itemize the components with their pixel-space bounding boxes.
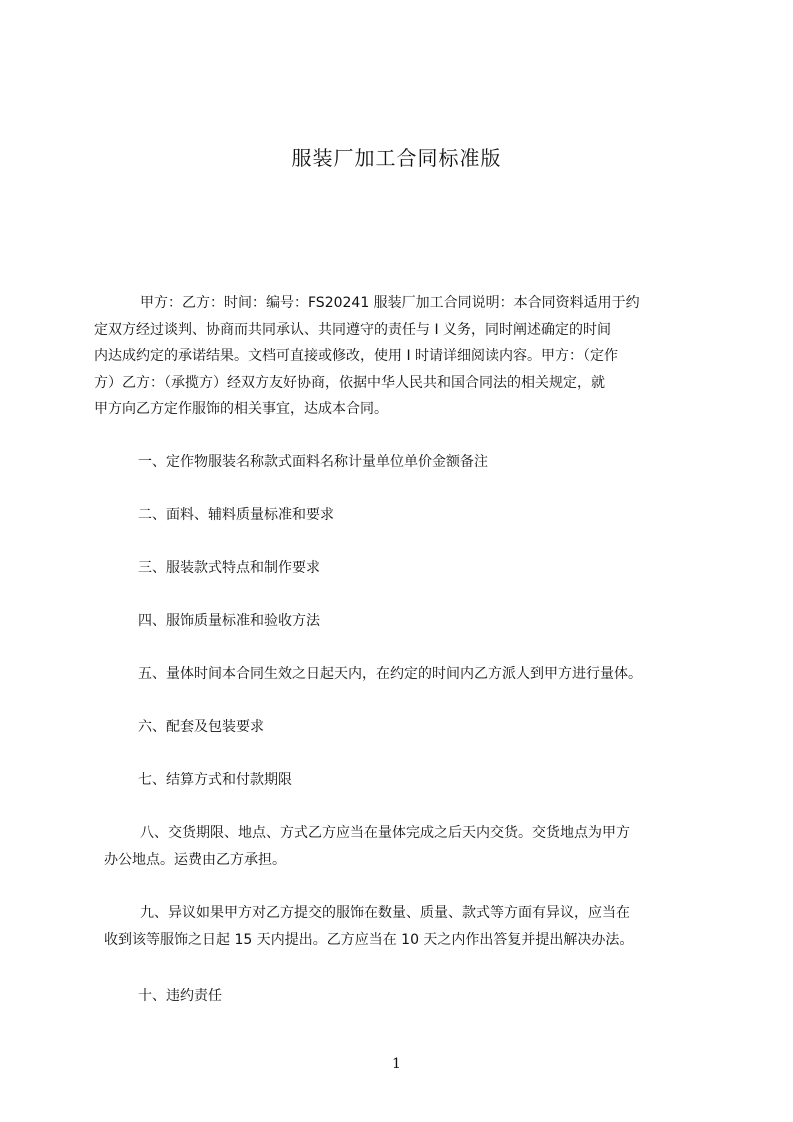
section-line: 收到该等服饰之日起 15 天内提出。乙方应当在 10 天之内作出答复并提出解决办法。 (104, 932, 634, 948)
section-line: 十、违约责任 (138, 988, 222, 1004)
section-line: 五、量体时间本合同生效之日起天内，在约定的时间内乙方派人到甲方进行量体。 (138, 666, 642, 682)
section-line: 四、服饰质量标准和验收方法 (138, 613, 320, 629)
section-3 (104, 555, 704, 582)
section-5 (104, 661, 704, 688)
section-line: 八、交货期限、地点、方式乙方应当在量体完成之后天内交货。交货地点为甲方 (140, 825, 630, 841)
section-line: 三、服装款式特点和制作要求 (138, 560, 320, 576)
section-line: 七、结算方式和付款期限 (138, 772, 292, 788)
page-number: 1 (392, 1056, 401, 1072)
section-line: 六、配套及包装要求 (138, 719, 264, 735)
section-line: 办公地点。运费由乙方承担。 (104, 852, 286, 868)
section-line: 二、面料、辅料质量标准和要求 (138, 507, 334, 523)
intro-line: 方）乙方：（承揽方）经双方友好协商，依据中华人民共和国合同法的相关规定，就 (94, 374, 605, 391)
intro-paragraph (94, 290, 700, 423)
intro-line: 甲方向乙方定作服饰的相关事宜，达成本合同。 (94, 401, 388, 417)
intro-line: 内达成约定的承诺结果。文档可直接或修改，使用 I 时请详细阅读内容。甲方：（定作 (94, 348, 619, 364)
section-1 (104, 449, 704, 476)
section-10 (104, 983, 704, 1010)
section-7 (104, 767, 704, 794)
document-title: 服装厂加工合同标准版 (291, 146, 502, 170)
intro-line: 定双方经过谈判、协商而共同承认、共同遵守的责任与 I 义务，同时阐述确定的时间 (94, 321, 612, 338)
section-9 (104, 900, 704, 954)
section-8 (104, 820, 704, 874)
intro-line: 甲方：乙方：时间：编号：FS20241 服装厂加工合同说明：本合同资料适用于约 (140, 295, 640, 311)
section-line: 九、异议如果甲方对乙方提交的服饰在数量、质量、款式等方面有异议，应当在 (140, 905, 630, 921)
section-4 (104, 608, 704, 635)
section-6 (104, 714, 704, 741)
section-2 (104, 502, 704, 529)
section-line: 一、定作物服装名称款式面料名称计量单位单价金额备注 (138, 454, 488, 470)
